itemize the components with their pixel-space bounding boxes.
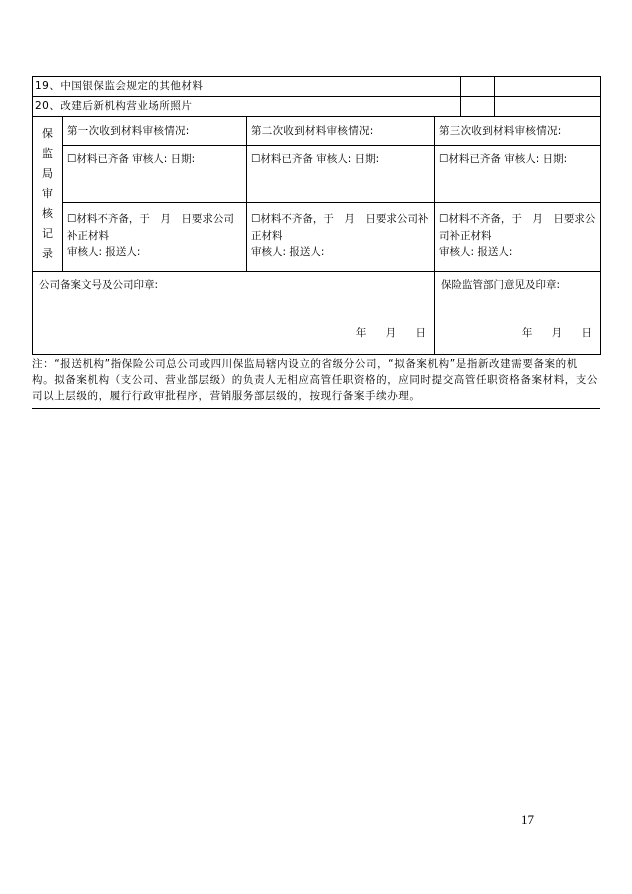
- sender-label: 报送人:: [289, 246, 325, 258]
- company-seal-date: [340, 326, 426, 340]
- incomplete-text: ☐材料不齐备，于 月 日要求公司补正材料: [251, 213, 429, 242]
- year-label: 年: [521, 326, 533, 339]
- review-side-label: 保监局审核记录: [33, 117, 63, 272]
- review-col-3-complete: [435, 146, 601, 203]
- footnote: 注：“报送机构”指保险公司总公司或四川保监局辖内设立的省级分公司，“拟备案机构”是指新改建需要备案的机构。拟备案机构（支公司、营业部层级）的负责人无相应高管任职资格的，应同时提交高管任职资格备案材料，支公司以上层级的，履行行政审批程序，营销服务部层级的，按现行备案手续办理。: [32, 356, 600, 409]
- reviewer-date-line: [316, 153, 409, 165]
- date-label: 日期:: [354, 153, 380, 165]
- day-label: 日: [581, 326, 592, 339]
- regulator-seal-date: [506, 326, 592, 340]
- reviewer-label: 审核人:: [67, 246, 103, 258]
- date-label: 日期:: [542, 153, 568, 165]
- reviewer-label: 审核人:: [132, 153, 168, 165]
- review-col-2-complete: [247, 146, 435, 203]
- month-label: 月: [551, 326, 563, 339]
- review-incomplete-row: [33, 203, 601, 272]
- item-check-cell-a: [461, 77, 495, 97]
- reviewer-date-line: [504, 153, 567, 165]
- reviewer-sender-line: [251, 246, 346, 258]
- review-header-row: [33, 117, 601, 146]
- date-label: 日期:: [170, 153, 196, 165]
- regulator-seal-label: 保险监管部门意见及印章:: [441, 279, 561, 291]
- regulator-seal-cell: [435, 272, 601, 355]
- sender-label: 报送人:: [477, 246, 513, 258]
- reviewer-date-line: [132, 153, 209, 165]
- review-complete-row: [33, 146, 601, 203]
- company-seal-label: 公司备案文号及公司印章:: [39, 279, 159, 291]
- incomplete-text: ☐材料不齐备，于 月 日要求公司补正材料: [67, 213, 234, 242]
- review-col-1-header: 第一次收到材料审核情况:: [63, 117, 247, 146]
- item-check-cell-b: [495, 77, 601, 97]
- sender-label: 报送人:: [105, 246, 141, 258]
- item-check-cell-a: [461, 97, 495, 117]
- incomplete-text: ☐材料不齐备，于 月 日要求公司补正材料: [439, 213, 596, 242]
- review-col-1-complete: [63, 146, 247, 203]
- filing-form-table: [32, 76, 601, 355]
- day-label: 日: [415, 326, 426, 339]
- year-label: 年: [355, 326, 367, 339]
- review-col-2-header: 第二次收到材料审核情况:: [247, 117, 435, 146]
- reviewer-label: 审核人:: [251, 246, 287, 258]
- item-check-cell-b: [495, 97, 601, 117]
- reviewer-label: 审核人:: [316, 153, 352, 165]
- review-col-2-incomplete: [247, 203, 435, 272]
- review-col-3-incomplete: [435, 203, 601, 272]
- item-row-19: [33, 77, 601, 97]
- month-label: 月: [385, 326, 397, 339]
- reviewer-label: 审核人:: [504, 153, 540, 165]
- item-text: 19、中国银保监会规定的其他材料: [33, 77, 461, 97]
- reviewer-sender-line: [67, 246, 140, 258]
- company-seal-cell: [33, 272, 435, 355]
- review-col-3-header: 第三次收到材料审核情况:: [435, 117, 601, 146]
- complete-checkbox-label: ☐材料已齐备: [67, 153, 129, 165]
- review-col-1-incomplete: [63, 203, 247, 272]
- seal-row: [33, 272, 601, 355]
- complete-checkbox-label: ☐材料已齐备: [251, 153, 313, 165]
- page-number: 17: [521, 812, 534, 827]
- item-row-20: [33, 97, 601, 117]
- complete-checkbox-label: ☐材料已齐备: [439, 153, 501, 165]
- reviewer-label: 审核人:: [439, 246, 475, 258]
- item-text: 20、改建后新机构营业场所照片: [33, 97, 461, 117]
- reviewer-sender-line: [439, 246, 512, 258]
